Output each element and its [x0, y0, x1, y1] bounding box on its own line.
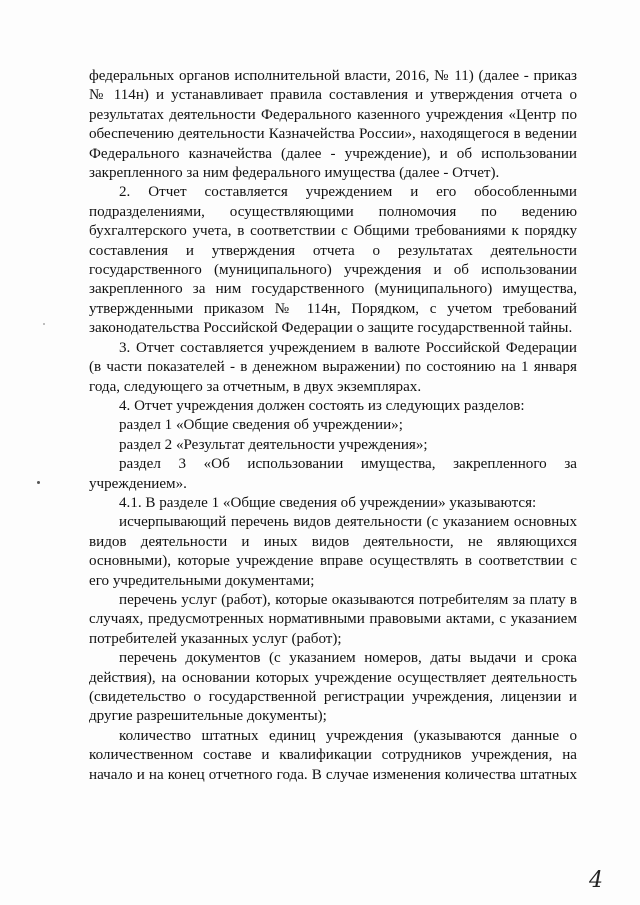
list-item-documents: перечень документов (с указанием номеров, даты выдачи и срока действия), на основании которых учреждение осуществляет деятельность (свидетельство о государственной регистрации учреждения, лицензии и другие разрешительные документы);: [89, 650, 577, 725]
list-item-staff: количество штатных единиц учреждения (указываются данные о количественном составе и квалификации сотрудников учреждения, на начало и на конец отчетного года. В случае изменения количества штатных: [89, 727, 577, 783]
scan-speck: [43, 323, 45, 325]
section-3-item: раздел 3 «Об использовании имущества, закрепленного за учреждением».: [89, 456, 577, 492]
paragraph-4: 4. Отчет учреждения должен состоять из следующих разделов:: [119, 397, 525, 414]
section-2-item: раздел 2 «Результат деятельности учреждения»;: [119, 436, 428, 453]
document-body: [89, 67, 577, 785]
list-item-services: перечень услуг (работ), которые оказываются потребителям за плату в случаях, предусмотренных нормативными правовыми актами, с указанием потребителей указанных услуг (работ);: [89, 591, 577, 647]
list-item-activities: исчерпывающий перечень видов деятельности (с указанием основных видов деятельности и иных видов деятельности, не являющихся основными), которые учреждение вправе осуществлять в соответствии с его учредительными документами;: [89, 514, 577, 589]
scan-speck: [37, 481, 40, 484]
paragraph-3: 3. Отчет составляется учреждением в валюте Российской Федерации (в части показателей - в денежном выражении) по состоянию на 1 января года, следующего за отчетным, в двух экземплярах.: [89, 339, 577, 395]
section-1-item: раздел 1 «Общие сведения об учреждении»;: [119, 417, 403, 434]
paragraph-2: 2. Отчет составляется учреждением и его обособленными подразделениями, осуществляющими полномочия по ведению бухгалтерского учета, в соответствии с Общими требованиями к порядку составления и утверждения отчета о результатах деятельности государственного (муниципального) учреждения и об использовании закрепленного за ним государственного (муниципального) имущества, утвержденными приказом № 114н, Порядком, с учетом требований законодательства Российской Федерации о защите государственной тайны.: [89, 184, 577, 337]
paragraph-intro-continuation: федеральных органов исполнительной власти, 2016, № 11) (далее - приказ № 114н) и устанавливает правила составления и утверждения отчета о результатах деятельности Федерального казенного учреждения «Центр по обеспечению деятельности Казначейства России», находящегося в ведении Федерального казначейства (далее - учреждение), и об использовании закрепленного за ним федерального имущества (далее - Отчет).: [89, 68, 577, 182]
page-number: 4: [589, 868, 603, 893]
paragraph-4-1: 4.1. В разделе 1 «Общие сведения об учреждении» указываются:: [119, 494, 537, 511]
